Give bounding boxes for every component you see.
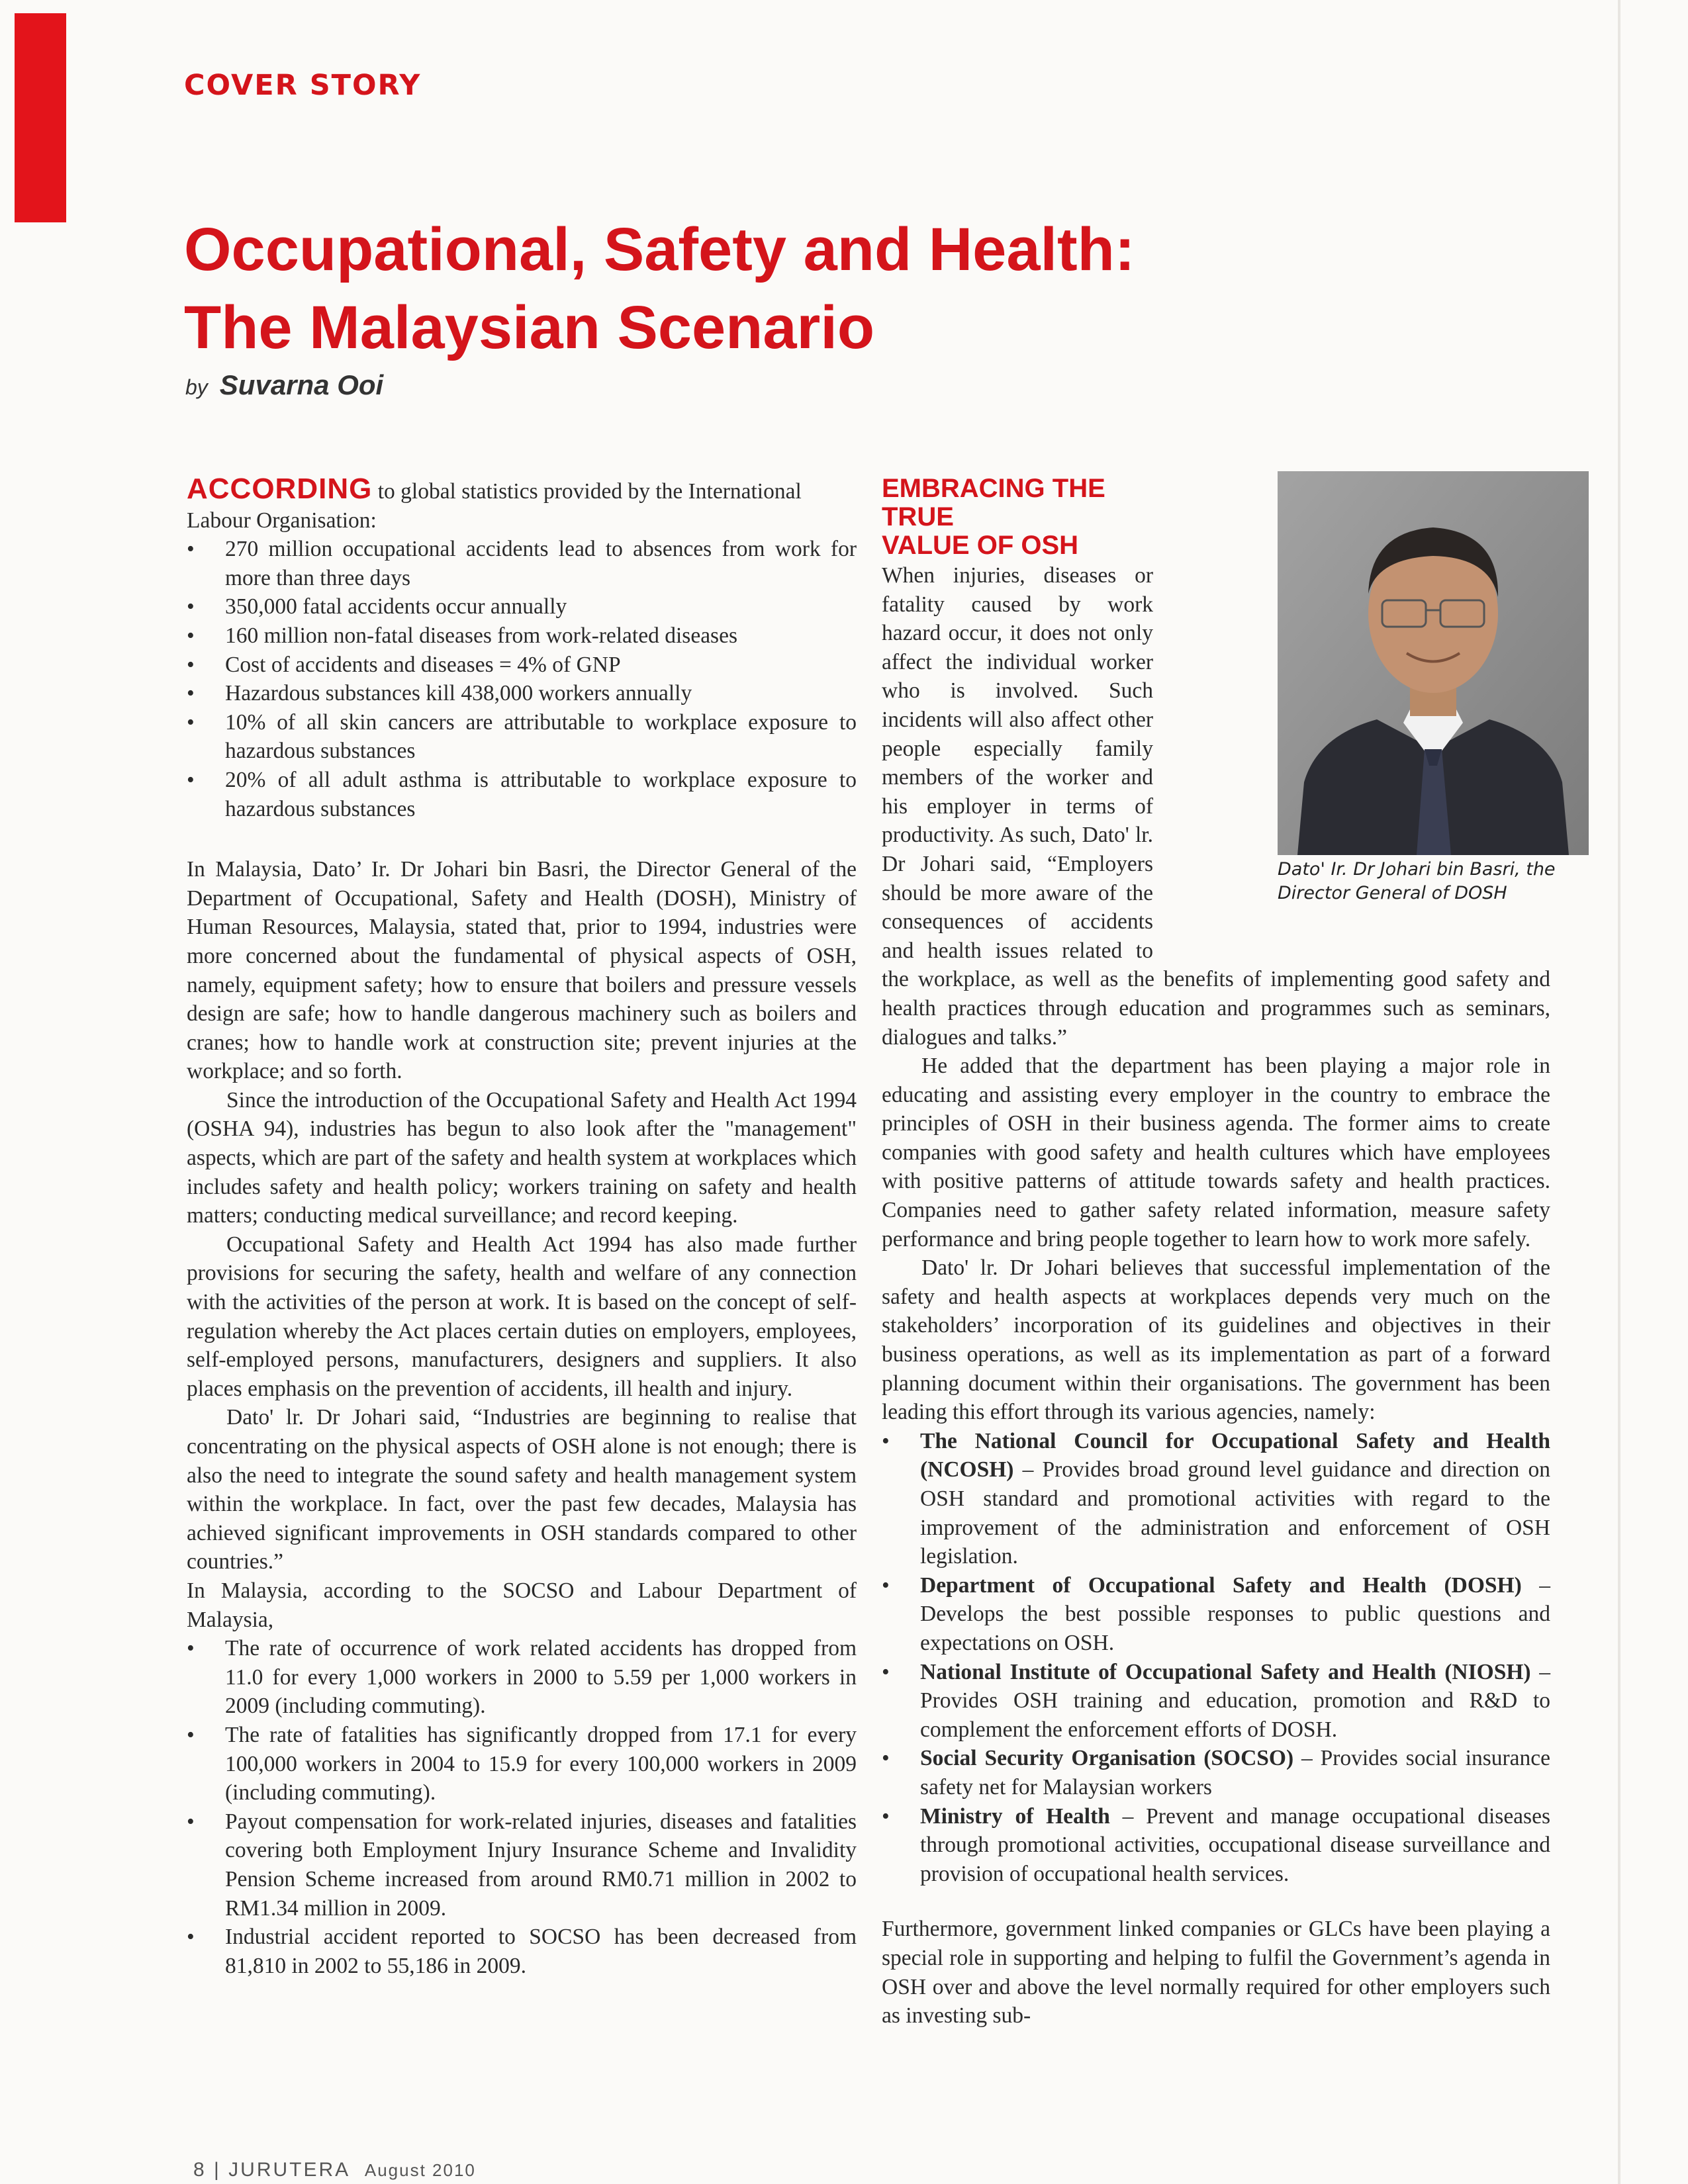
heading-line-2: VALUE OF OSH [882, 531, 1079, 560]
list-item-text: 10% of all skin cancers are attributable to workplace exposure to hazardous substances [225, 709, 857, 764]
list-item-text: 350,000 fatal accidents occur annually [225, 594, 567, 619]
footer-separator: | [214, 2159, 221, 2181]
title-line-2: The Malaysian Scenario [184, 294, 875, 361]
issue-date: August 2010 [364, 2160, 476, 2180]
portrait-photo [1278, 471, 1589, 855]
list-item-text: Industrial accident reported to SOCSO has been decreased from 81,810 in 2002 to 55,186 in 2009. [225, 1925, 857, 1978]
body-paragraph: Since the introduction of the Occupational Safety and Health Act 1994 (OSHA 94), industries has begun to also look after the "management" aspects, which are part of the safety and health system at workplaces which includes safety and health policy; workers training on safety and health matters; conducting medical surveillance; and record keeping. [187, 1087, 857, 1228]
byline [185, 369, 383, 401]
agency-description: – Provides broad ground level guidance and direction on OSH standard and promotional activities with regard to the improvement of the administration and enforcement of OSH legislation. [920, 1457, 1550, 1569]
list-item [882, 1744, 1550, 1801]
left-column [187, 475, 857, 1980]
bullet-icon: • [882, 1572, 890, 1598]
list-item-text: The rate of fatalities has significantly dropped from 17.1 for every 100,000 workers in 2004 to 15.9 for every 100,000 workers in 2009 (including commuting). [225, 1722, 857, 1805]
list-item [187, 592, 857, 621]
list-item [882, 1427, 1550, 1571]
malaysia-facts-list [187, 1634, 857, 1980]
title-line-1: Occupational, Safety and Health: [184, 216, 1135, 283]
agency-description: – Develops the best possible responses to public questions and expectations on OSH. [920, 1572, 1550, 1655]
byline-prefix: by [185, 375, 208, 399]
agency-description: – Provides social insurance safety net for Malaysian workers [920, 1746, 1551, 1799]
page-edge-divider [1618, 0, 1620, 2184]
bullet-icon: • [882, 1803, 890, 1829]
list-item-text: Cost of accidents and diseases = 4% of GNP [225, 652, 621, 677]
ilo-stats-list [187, 535, 857, 823]
bullet-icon: • [187, 1925, 195, 1950]
list-item-text: 270 million occupational accidents lead to absences from work for more than three days [225, 537, 857, 590]
agency-description: – Provides OSH training and education, promotion and R&D to complement the enforcement efforts of DOSH. [920, 1659, 1551, 1742]
intro-lead-word: ACCORDING [187, 473, 373, 505]
bullet-icon: • [187, 652, 195, 677]
list-item [882, 1571, 1550, 1658]
list-item [187, 766, 857, 823]
article-title [184, 210, 1442, 367]
agency-name: Social Security Organisation (SOCSO) [920, 1746, 1294, 1771]
list-item-text: 160 million non-fatal diseases from work-related diseases [225, 623, 738, 648]
agency-description: – Prevent and manage occupational diseases through promotional activities, occupational disease surveillance and provision of occupational health services. [920, 1803, 1550, 1886]
list-item-text: The rate of occurrence of work related accidents has dropped from 11.0 for every 1,000 workers in 2000 to 5.59 per 1,000 workers in 2009 (including commuting). [225, 1636, 857, 1719]
list-item-text: Hazardous substances kill 438,000 workers annually [225, 681, 692, 706]
intro-paragraph [187, 475, 857, 535]
list-item [187, 1721, 857, 1807]
body-paragraph: In Malaysia, according to the SOCSO and Labour Department of Malaysia, [187, 1578, 857, 1632]
bullet-icon: • [882, 1428, 890, 1453]
agencies-list [882, 1427, 1550, 1889]
list-item [187, 1807, 857, 1923]
agency-name: Department of Occupational Safety and Health (DOSH) [920, 1572, 1522, 1598]
agency-name: National Institute of Occupational Safety and Health (NIOSH) [920, 1659, 1531, 1684]
list-item [187, 651, 857, 680]
list-item [882, 1658, 1550, 1745]
body-paragraph: Dato' lr. Dr Johari believes that successful implementation of the safety and health aspects at workplaces depends very much on the stakeholders’ incorporation of its guidelines and objectives in their business operations, as well as its implementation as part of a forward planning document within their organisations. The government has been leading this effort through its various agencies, namely: [882, 1255, 1550, 1425]
body-paragraph: He added that the department has been playing a major role in educating and assisting every employer in the country to embrace the principles of OSH in their business agenda. The former aims to create companies with good safety and health cultures which have employees with positive patterns of attitude towards safety and health practices. Companies need to gather safety related information, measure safety performance and bring people together to learn how to work more safely. [882, 1054, 1550, 1251]
bullet-icon: • [187, 709, 195, 735]
bullet-icon: • [882, 1659, 890, 1684]
magazine-name: JURUTERA [228, 2159, 350, 2181]
photo-caption: Dato' Ir. Dr Johari bin Basri, the Director General of DOSH [1278, 859, 1556, 903]
bullet-icon: • [882, 1746, 890, 1771]
intro-text: to global statistics provided by the International Labour Organisation: [187, 479, 802, 533]
list-item [187, 708, 857, 766]
list-item-text: Payout compensation for work-related injuries, diseases and fatalities covering both Employment Injury Insurance Scheme and Invalidity Pension Scheme increased from around RM0.71 million in 2002 to RM1.34 million in 2009. [225, 1809, 857, 1921]
page-number: 8 [193, 2159, 207, 2181]
bullet-icon: • [187, 681, 195, 706]
portrait-illustration [1278, 471, 1589, 855]
body-paragraph: When injuries, diseases or fatality caused by work hazard occur, it does not only affect the individual worker who is involved. Such incidents will also affect other people especially family members of the worker and his employer in terms of productivity. As such, Dato' lr. Dr Johari said, “Employers should be more aware of the consequences of accidents and health issues related to the workplace, as well as the benefits of implementing good safety and health practices through education and programmes such as seminars, dialogues and talks.” [882, 563, 1550, 1050]
list-item-text: 20% of all adult asthma is attributable to workplace exposure to hazardous substances [225, 767, 857, 821]
spacer [187, 823, 857, 855]
body-paragraph: Dato' lr. Dr Johari said, “Industries are beginning to realise that concentrating on the physical aspects of OSH alone is not enough; there is also the need to integrate the sound safety and health management system within the workplace. In fact, over the past few decades, Malaysia has achieved significant improvements in OSH standards compared to other countries.” [187, 1405, 857, 1574]
spacer [882, 1888, 1550, 1915]
bullet-icon: • [187, 537, 195, 562]
list-item [187, 1634, 857, 1721]
red-accent-bar [15, 13, 66, 222]
list-item [187, 679, 857, 708]
agency-name: Ministry of Health [920, 1803, 1110, 1829]
bullet-icon: • [187, 1636, 195, 1661]
list-item [187, 535, 857, 592]
body-paragraph: In Malaysia, Dato’ Ir. Dr Johari bin Basri, the Director General of the Department of Occupational, Safety and Health (DOSH), Ministry of Human Resources, Malaysia, stated that, prior to 1994, industries were more concerned about the fundamental of physical aspects of OSH, namely, equipment safety; how to ensure that boilers and pressure vessels design are safe; how to handle dangerous machinery such as boilers and cranes; how to handle work at construction site; prevent injuries at the workplace; and so forth. [187, 857, 857, 1084]
body-paragraph: Furthermore, government linked companies or GLCs have been playing a special role in supporting and helping to fulfil the Government’s agenda in OSH over and above the level normally required for other employers such as investing sub- [882, 1917, 1550, 2028]
page-footer [193, 2159, 476, 2181]
bullet-icon: • [187, 623, 195, 648]
bullet-icon: • [187, 767, 195, 792]
author-name: Suvarna Ooi [219, 369, 384, 400]
list-item [882, 1802, 1550, 1889]
list-item [187, 621, 857, 651]
list-item [187, 1923, 857, 1980]
bullet-icon: • [187, 594, 195, 619]
heading-line-1: EMBRACING THE TRUE [882, 474, 1105, 531]
bullet-icon: • [187, 1809, 195, 1834]
body-paragraph: Occupational Safety and Health Act 1994 has also made further provisions for securing the safety, health and welfare of any connection with the activities of the person at work. It is based on the concept of self-regulation whereby the Act places certain duties on employers, employees, self-employed persons, manufacturers, designers and suppliers. It also places emphasis on the prevention of accidents, ill health and injury. [187, 1232, 857, 1401]
agency-name: The National Council for Occupational Safety and Health (NCOSH) [920, 1428, 1550, 1482]
section-label: COVER STORY [184, 69, 422, 102]
bullet-icon: • [187, 1722, 195, 1747]
